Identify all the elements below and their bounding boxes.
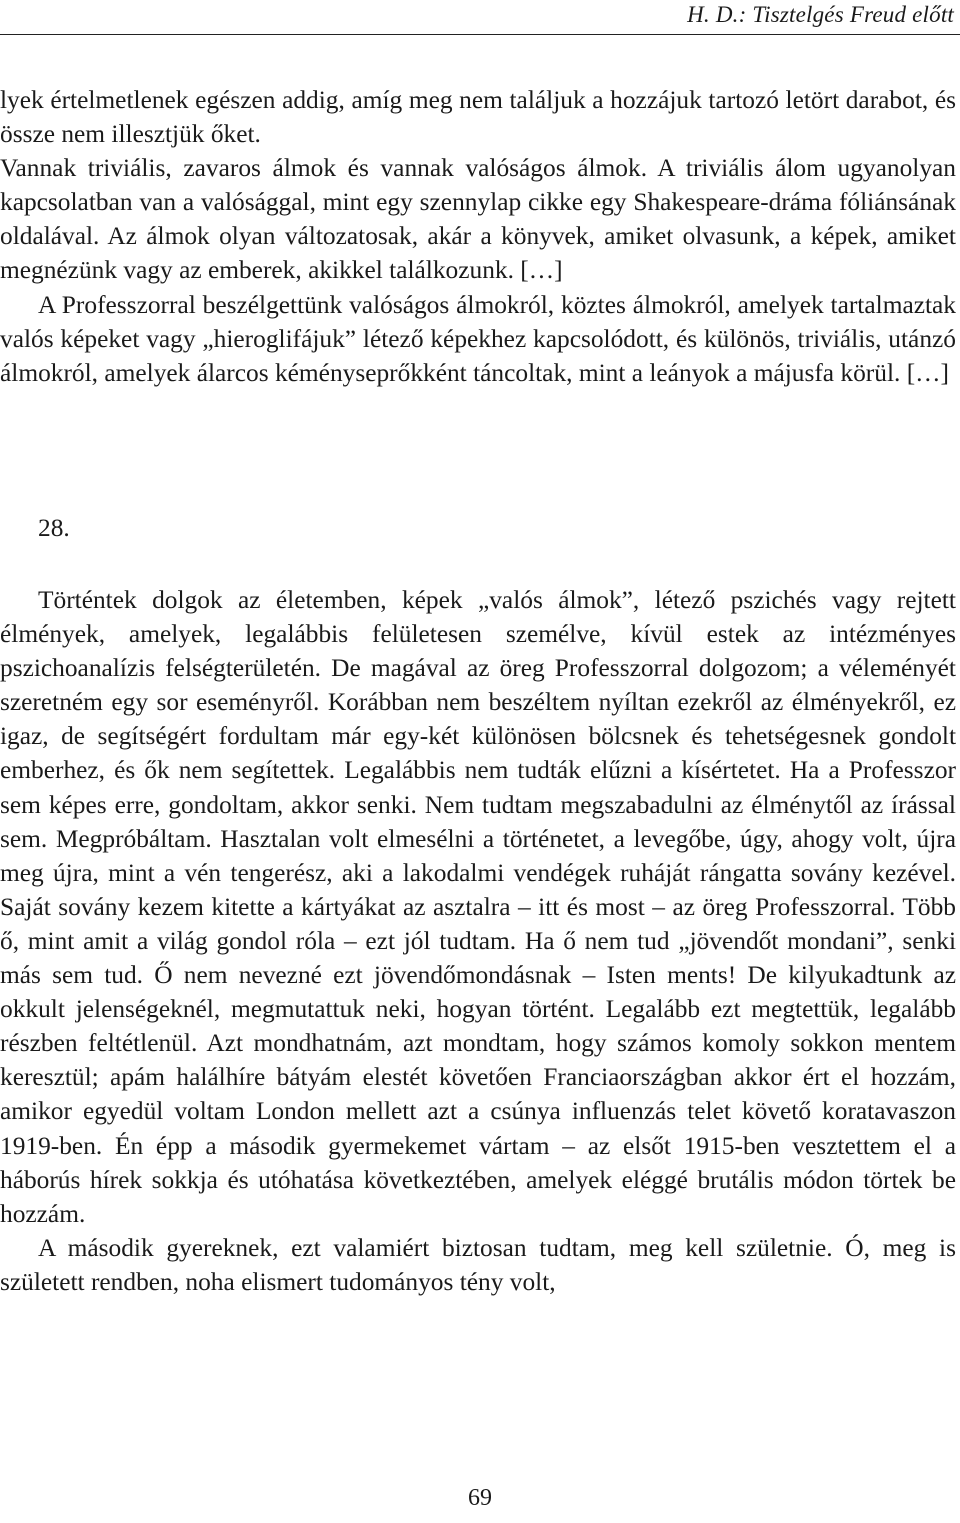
text-block-section — [0, 583, 956, 1299]
paragraph-continuation: lyek értelmetlenek egészen addig, amíg meg nem találjuk a hozzájuk tartozó letört darabot, és össze nem illesztjük őket. — [0, 86, 956, 149]
section-number: 28. — [38, 514, 70, 542]
paragraph: A második gyereknek, ezt valamiért biztosan tudtam, meg kell születnie. Ó, meg is született rendben, noha elismert tudományos tény volt, — [0, 1233, 956, 1296]
page-number: 69 — [468, 1485, 492, 1511]
text-block-continued — [0, 83, 956, 390]
running-title: H. D.: Tisztelgés Freud előtt — [687, 2, 954, 27]
paragraph: Történtek dolgok az életemben, képek „valós álmok”, létező pszichés vagy rejtett élmények, amelyek, legalábbis felületesen személve, kívül estek az intézményes pszichoanalízis felségterületén. De magával az öreg Professzorral dolgozom; a véleményét szeretném egy sor eseményről. Korábban nem beszéltem nyíltan ezekről az élményekről, ez igaz, de segítségért fordultam már egy-két különösen bölcsnek és tehetségesnek gondolt emberhez, és ők nem segítettek. Legalábbis nem tudták elűzni a kísértetet. Ha a Professzor sem képes erre, gondoltam, akkor senki. Nem tudtam megszabadulni az élménytől az írással sem. Megpróbáltam. Hasztalan volt elmesélni a történetet, a levegőbe, úgy, ahogy volt, újra meg újra, mint a vén tengerész, aki a lakodalmi vendégek ruháját rángatta sovány kezével. Saját sovány kezem kitette a kártyákat az asztalra – itt és most – az öreg Professzorral. Több ő, mint amit a világ gondol róla – ezt jól tudtam. Ha ő nem tud „jövendőt mondani”, senki más sem tud. Ő nem nevezné ezt jövendőmondásnak – Isten ments! De kilyukadtunk az okkult jelenségeknél, megmutattuk neki, hogyan történt. Legalább ezt megtettük, legalább részben feltétlenül. Azt mondhatnám, azt mondtam, hogy számos komoly sokkon mentem keresztül; apám halálhíre bátyám elestét követően Franciaországban akkor ért el hozzám, amikor egyedül voltam London mellett azt a csúnya influenzás telet követő koratavaszon 1919-ben. Én épp a második gyermekemet vártam – az elsőt 1915-ben vesztettem el a háborús hírek sokkja és utóhatása következtében, amelyek eléggé brutális módon törtek be hozzám. — [0, 586, 956, 1228]
header-rule — [0, 34, 960, 35]
running-head — [0, 0, 960, 32]
paragraph: Vannak triviális, zavaros álmok és vannak valóságos álmok. A triviális álom ugyanolyan kapcsolatban van a valósággal, mint egy szennylap cikke egy Shakespeare-dráma fóliánsának oldalával. Az álmok olyan változatosak, akár a könyvek, amiket olvasunk, a képek, amiket megnézünk vagy az emberek, akikkel találkozunk. […] — [0, 154, 956, 285]
paragraph: A Professzorral beszélgettünk valóságos álmokról, köztes álmokról, amelyek tartalmaztak valós képeket vagy „hieroglifájuk” létező képekhez kapcsolódott, és különös, triviális, utánzó álmokról, amelyek álarcos kéményseprőkként táncoltak, mint a leányok a májusfa körül. […] — [0, 290, 956, 387]
